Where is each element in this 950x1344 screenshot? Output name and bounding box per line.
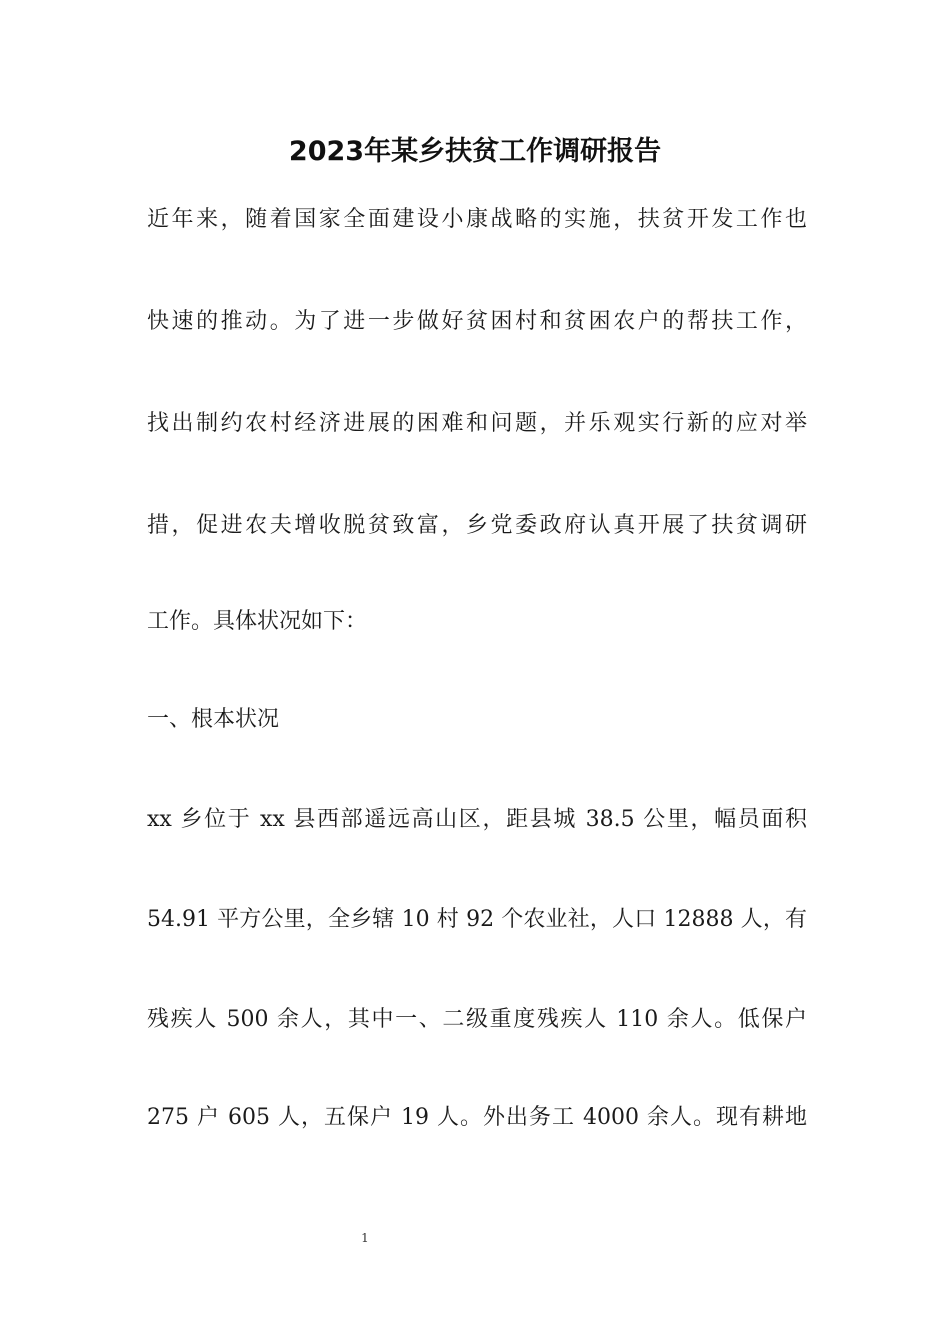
page-number: 1 xyxy=(361,1231,369,1245)
paragraph-line: 残疾人 500 余人，其中一、二级重度残疾人 110 余人。低保户 xyxy=(147,1007,807,1032)
document-title: 2023年某乡扶贫工作调研报告 xyxy=(288,136,662,167)
section-heading: 一、根本状况 xyxy=(147,707,280,732)
paragraph-line: xx 乡位于 xx 县西部遥远高山区，距县城 38.5 公里，幅员面积 xyxy=(147,807,807,832)
paragraph-line: 工作。具体状况如下： xyxy=(147,609,368,634)
paragraph-line: 找出制约农村经济进展的困难和问题，并乐观实行新的应对举 xyxy=(147,411,807,436)
paragraph-line: 措，促进农夫增收脱贫致富，乡党委政府认真开展了扶贫调研 xyxy=(147,513,807,538)
paragraph-line: 54.91 平方公里，全乡辖 10 村 92 个农业社，人口 12888 人，有 xyxy=(147,907,807,932)
paragraph-line: 近年来，随着国家全面建设小康战略的实施，扶贫开发工作也 xyxy=(147,207,807,232)
paragraph-line: 快速的推动。为了进一步做好贫困村和贫困农户的帮扶工作， xyxy=(147,309,807,334)
paragraph-line: 275 户 605 人，五保户 19 人。外出务工 4000 余人。现有耕地 xyxy=(147,1105,807,1130)
